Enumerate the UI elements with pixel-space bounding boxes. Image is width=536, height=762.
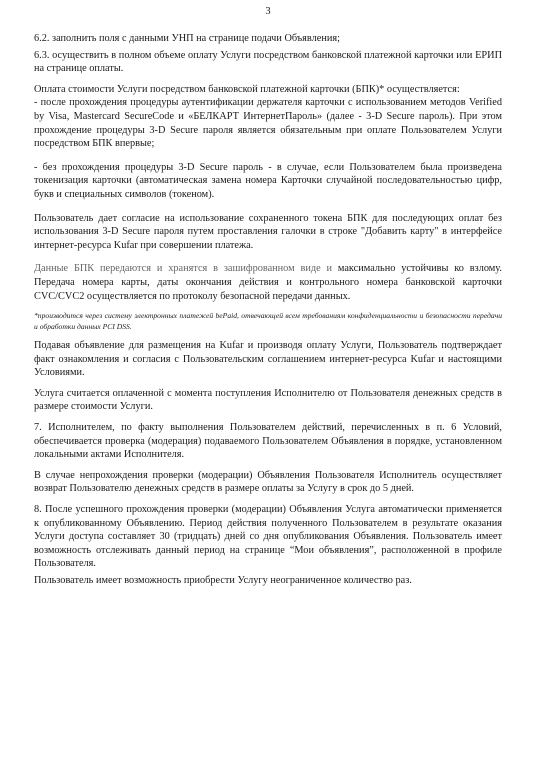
bpk-with-3ds: - после прохождения процедуры аутентификации держателя карточки с использованием методов Verified by Visa, Mastercard SecureCode и «БЕЛКАРТ ИнтернетПароль» (далее - 3-D Secure пароль). При этом прохождение процедуры 3-D Secure пароля является обязательным при оплате Пользователем Услуги посредством БПК впервые; xyxy=(34,97,502,150)
unlimited-purchase: Пользователь имеет возможность приобрести Услугу неограниченное количество раз. xyxy=(34,575,412,586)
clause-8: 8. После успешного прохождения проверки (модерации) Объявления Услуга автоматически применяется к опубликованному Объявлению. Период действия полученного Пользователем в результате оказания Услуги доступа составляет 30 (тридцать) дней со дня опубликования Объявления. Пользователь имеет возможность отслеживать данный период на странице “Мои объявления”, расположенной в профиле Пользователя. xyxy=(34,504,502,570)
bpk-payment-intro: Оплата стоимости Услуги посредством банковской платежной карточки (БПК)* осуществляется: xyxy=(34,83,460,95)
footnote: *производится через систему электронных платежей bePaid, отвечающей всем требованиям конфиденциальности и безопасности передачи и обработки данных PCI DSS. xyxy=(34,311,502,332)
clause-7: 7. Исполнителем, по факту выполнения Пользователем действий, перечисленных в п. 6 Условий, обеспечивается проверка (модерация) подаваемого Пользователем Объявления в порядке, установленном локальными актами Исполнителя. xyxy=(34,422,502,461)
encryption-grey-text: Данные БПК передаются и хранятся в зашифрованном виде и xyxy=(34,263,333,275)
bpk-without-3ds: - без прохождения процедуры 3-D Secure пароль - в случае, если Пользователем была произведена токенизация карточки (автоматическая замена номера Карточки случайной последовательностью цифр, букв и специальных символов (токеном). xyxy=(34,161,502,200)
encryption-paragraph xyxy=(34,262,502,303)
clause-6-2: 6.2. заполнить поля с данными УНП на странице подачи Объявления; xyxy=(34,33,340,44)
refund-paragraph: В случае непрохождения проверки (модерации) Объявления Пользователя Исполнитель осуществляет возврат Пользователю денежных средств в размере оплаты за Услугу в срок до 5 дней. xyxy=(34,469,502,495)
document-body xyxy=(34,32,502,588)
page-number: 3 xyxy=(265,6,271,17)
token-consent: Пользователь дает согласие на использование сохраненного токена БПК для последующих оплат без использования 3-D Secure пароля путем проставления галочки в строке "Добавить карту" в интерфейсе интернет-ресурса Kufar при совершении платежа. xyxy=(34,212,502,251)
encryption-text: максимально устойчивы ко взлому. Передача номера карты, даты окончания действия и контрольного номера банковской карточки CVC/CVC2 осуществляется по протоколу безопасной передачи данных. xyxy=(34,263,502,302)
payment-confirmed: Услуга считается оплаченной с момента поступления Исполнителю от Пользователя денежных средств в размере стоимости Услуги. xyxy=(34,387,502,413)
posting-consent: Подавая объявление для размещения на Kufar и производя оплату Услуги, Пользователь подтверждает факт ознакомления и согласия с Пользовательским соглашением интернет-ресурса Kufar и настоящими Условиями. xyxy=(34,340,502,379)
clause-6-3: 6.3. осуществить в полном объеме оплату Услуги посредством банковской платежной карточки или ЕРИП на странице оплаты. xyxy=(34,49,502,75)
